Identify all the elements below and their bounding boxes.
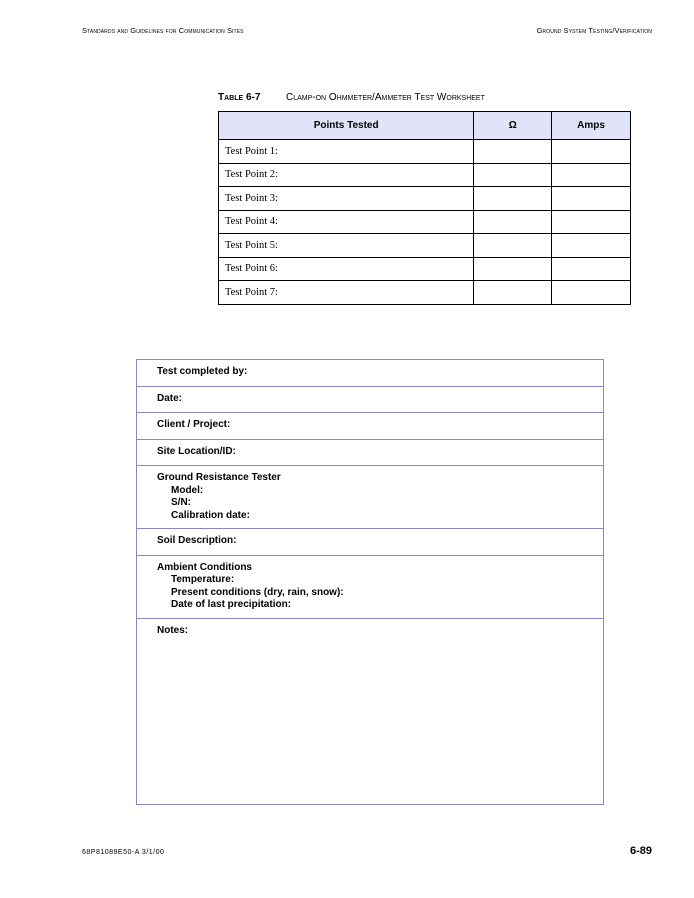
tester-label: Ground Resistance Tester xyxy=(157,472,281,483)
last-precipitation-label: Date of last precipitation: xyxy=(171,599,292,610)
model-label: Model: xyxy=(171,484,204,496)
table-caption xyxy=(218,92,485,103)
ground-resistance-tester-section[interactable] xyxy=(137,466,603,529)
table-row xyxy=(219,257,631,281)
table-number: Table 6-7 xyxy=(218,92,261,103)
amps-cell[interactable] xyxy=(552,140,631,164)
table-header-row xyxy=(219,112,631,140)
ambient-conditions-label: Ambient Conditions xyxy=(157,561,252,573)
ambient-conditions-section[interactable] xyxy=(137,556,603,619)
amps-cell[interactable] xyxy=(552,163,631,187)
notes-label: Notes: xyxy=(157,624,189,636)
soil-description-label: Soil Description: xyxy=(157,535,237,546)
test-point-label: Test Point 6: xyxy=(219,257,474,281)
client-project-label: Client / Project: xyxy=(157,419,231,430)
amps-cell[interactable] xyxy=(552,210,631,234)
serial-number-label: S/N: xyxy=(171,497,191,508)
site-location-field[interactable] xyxy=(137,440,603,467)
date-label: Date: xyxy=(157,392,183,404)
amps-cell[interactable] xyxy=(552,257,631,281)
ohms-cell[interactable] xyxy=(474,163,552,187)
column-header-amps: Amps xyxy=(552,112,631,140)
temperature-label: Temperature: xyxy=(171,574,235,585)
amps-cell[interactable] xyxy=(552,187,631,211)
notes-field[interactable] xyxy=(137,619,603,638)
present-conditions-label: Present conditions (dry, rain, snow): xyxy=(171,586,344,598)
page-number: 6-89 xyxy=(629,845,652,857)
ohms-cell[interactable] xyxy=(474,281,552,305)
test-point-label: Test Point 4: xyxy=(219,210,474,234)
table-title: Clamp-on Ohmmeter/Ammeter Test Worksheet xyxy=(286,92,485,103)
column-header-points-tested: Points Tested xyxy=(219,112,474,140)
ohms-cell[interactable] xyxy=(474,187,552,211)
completed-by-field[interactable] xyxy=(137,360,603,387)
soil-description-field[interactable] xyxy=(137,529,603,556)
ohms-cell[interactable] xyxy=(474,234,552,258)
table-row xyxy=(219,140,631,164)
running-header-right: Ground System Testing/Verification xyxy=(536,26,652,35)
table-row xyxy=(219,187,631,211)
calibration-date-label: Calibration date: xyxy=(171,509,250,521)
ohms-cell[interactable] xyxy=(474,210,552,234)
test-info-form xyxy=(136,359,604,805)
test-point-label: Test Point 3: xyxy=(219,187,474,211)
test-point-label: Test Point 7: xyxy=(219,281,474,305)
table-row xyxy=(219,210,631,234)
completed-by-label: Test completed by: xyxy=(157,366,248,377)
running-header-left: Standards and Guidelines for Communication Sites xyxy=(82,26,244,35)
document-id: 68P81089E50-A 3/1/00 xyxy=(82,849,165,856)
test-point-label: Test Point 5: xyxy=(219,234,474,258)
table-row xyxy=(219,163,631,187)
table-row xyxy=(219,281,631,305)
table-row xyxy=(219,234,631,258)
test-point-label: Test Point 1: xyxy=(219,140,474,164)
ohms-cell[interactable] xyxy=(474,140,552,164)
client-project-field[interactable] xyxy=(137,413,603,440)
amps-cell[interactable] xyxy=(552,234,631,258)
column-header-ohms: Ω xyxy=(474,112,552,140)
amps-cell[interactable] xyxy=(552,281,631,305)
test-point-label: Test Point 2: xyxy=(219,163,474,187)
date-field[interactable] xyxy=(137,387,603,414)
ohms-cell[interactable] xyxy=(474,257,552,281)
site-location-label: Site Location/ID: xyxy=(157,445,236,457)
test-points-table xyxy=(218,111,631,305)
